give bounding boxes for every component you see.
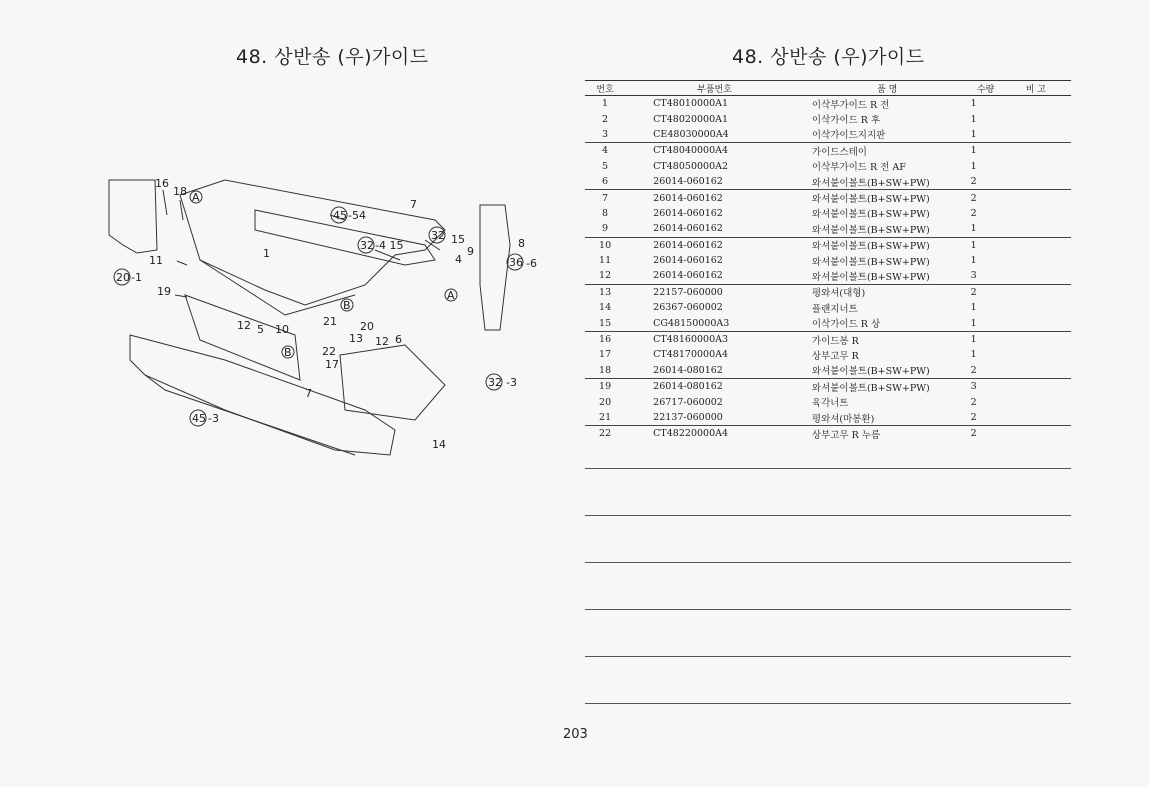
table-row [585,174,1071,190]
cell-part-name: 플랜지너트 [811,303,858,315]
callout-label: 14 [432,438,446,451]
cell-part-name: 평와셔(마봉환) [811,413,875,425]
cell-part-number: 26367-060002 [653,302,723,314]
blank-row-rule [585,468,1071,469]
table-row [585,394,1071,409]
blank-row-rule [585,703,1071,704]
cell-quantity: 1 [970,255,977,267]
cell-part-number: 26014-060162 [653,223,723,235]
cell-part-number: 26717-060002 [653,396,723,408]
cell-part-name: 평와셔(대형) [804,284,971,300]
table-row [585,331,1071,347]
callout-label: -1 [131,271,142,284]
cell-part-number: CT48040000A4 [625,143,804,159]
header-part-number: 부품번호 [625,81,804,96]
cell-part-number: 22137-060000 [653,412,723,423]
callout-label: -4 15 [375,239,404,252]
cell-quantity: 2 [971,426,1001,442]
diagram-panel-middle [185,295,300,380]
cell-number: 3 [602,128,609,140]
cell-part-number: CT48160000A3 [625,331,804,347]
callout-label: 32 [360,239,374,252]
callout-label: 7 [305,387,312,400]
cell-quantity: 1 [970,98,977,110]
cell-part-number: 26014-080162 [653,364,723,376]
callout-label: -54 [348,209,366,222]
cell-quantity: 1 [971,331,1001,347]
cell-part-number: 22157-060000 [625,284,804,300]
cell-part-number: CT48020000A1 [653,113,729,125]
cell-part-name: 가이드봉 R [804,331,971,347]
cell-number: 21 [599,412,612,423]
cell-quantity: 2 [971,190,1001,206]
cell-remarks [1001,111,1071,126]
callout-label: 22 [322,345,336,358]
callout-label: 10 [275,323,289,336]
table-row [585,268,1071,284]
cell-remarks [1001,221,1071,237]
table-row [585,379,1071,395]
cell-part-name: 육각너트 [811,398,849,410]
cell-part-name: 와셔붙이볼트(B+SW+PW) [804,190,971,206]
cell-part-number: 26014-060162 [653,176,723,188]
table-row [585,237,1071,253]
cell-number: 1 [602,98,609,110]
cell-quantity: 2 [971,284,1001,300]
cell-number: 18 [599,364,612,376]
cell-number: 9 [602,223,609,235]
cell-part-name: 이삭가이드지지판 [811,130,886,142]
cell-number: 4 [585,143,625,159]
cell-remarks [1001,379,1071,395]
cell-quantity: 2 [970,412,977,423]
cell-quantity: 1 [971,237,1001,253]
cell-quantity: 3 [970,270,977,282]
cell-remarks [1001,410,1071,426]
diagram-box-right [340,345,445,420]
cell-part-number: CG48150000A3 [653,317,730,329]
callout-label: 32 [488,376,502,389]
cell-remarks [1001,331,1071,347]
cell-number: 2 [602,113,609,125]
callout-label: 19 [157,285,171,298]
table-row [585,96,1071,112]
cell-remarks [1001,96,1071,112]
callout-label: 15 [451,233,465,246]
callout-label: 17 [325,358,339,371]
table-row [585,426,1071,442]
cell-number: 12 [599,270,612,282]
table-row [585,190,1071,206]
callout-label: 11 [149,254,163,267]
diagram-guide-plate-upper [180,180,445,305]
callout-label: 21 [323,315,337,328]
cell-part-number: 26014-080162 [625,379,804,395]
exploded-parts-diagram [105,165,555,470]
cell-part-name: 와셔붙이볼트(B+SW+PW) [811,209,930,221]
cell-remarks [1001,127,1071,143]
callout-label: 9 [467,245,474,258]
callout-label: 7 [410,198,417,211]
header-remarks: 비 고 [1001,81,1071,96]
cell-part-number: 26014-060162 [653,255,723,267]
cell-part-number: CT48220000A4 [625,426,804,442]
cell-part-name: 가이드스테이 [804,143,971,159]
cell-remarks [1001,190,1071,206]
callout-label: 18 [173,185,187,198]
cell-number: 10 [585,237,625,253]
callout-label: 12 [237,319,251,332]
cell-part-name: 와셔붙이볼트(B+SW+PW) [811,256,930,268]
cell-remarks [1001,347,1071,362]
cell-number: 22 [585,426,625,442]
table-header-row [585,81,1071,96]
cell-part-number: CT48010000A1 [653,98,729,110]
table-row [585,347,1071,362]
callout-label: 36 [509,256,523,269]
table-row [585,410,1071,426]
cell-remarks [1001,426,1071,442]
blank-row-rule [585,562,1071,563]
cell-quantity: 2 [970,207,977,219]
cell-number: 15 [599,317,612,329]
callout-label: -6 [526,257,537,270]
blank-row-rule [585,515,1071,516]
diagram-bracket-right [480,205,510,330]
table-row [585,363,1071,379]
page-number: 203 [563,727,588,742]
table-row [585,253,1071,268]
callout-label: -3 [506,376,517,389]
table-title: 48. 상반송 (우)가이드 [732,46,925,68]
callout-label: 16 [155,177,169,190]
callout-label: A [447,289,455,302]
cell-number: 8 [602,207,609,219]
cell-quantity: 2 [970,396,977,408]
cell-part-name: 와셔붙이볼트(B+SW+PW) [811,224,930,236]
cell-quantity: 2 [970,176,977,188]
blank-row-rule [585,656,1071,657]
callout-label: A [192,191,200,204]
cell-quantity: 1 [970,223,977,235]
cell-quantity: 1 [970,302,977,314]
callout-label: 6 [395,333,402,346]
header-quantity: 수량 [971,81,1001,96]
cell-part-number: 26014-060162 [653,207,723,219]
cell-number: 5 [602,160,609,172]
header-number: 번호 [585,81,625,96]
cell-quantity: 1 [970,128,977,140]
callout-label: 20 [360,320,374,333]
blank-row-rule [585,609,1071,610]
cell-remarks [1001,253,1071,268]
cell-number: 7 [585,190,625,206]
cell-part-name: 이삭부가이드 R 전 [811,99,890,111]
cell-number: 6 [602,176,609,188]
table-row [585,315,1071,331]
callout-label: 4 [455,253,462,266]
cell-part-name: 와셔붙이볼트(B+SW+PW) [804,237,971,253]
cell-quantity: 2 [970,364,977,376]
cell-part-number: CT48050000A2 [653,160,729,172]
cell-quantity: 1 [970,160,977,172]
table-row [585,284,1071,300]
callout-label: 1 [263,247,270,260]
callout-label: 20 [116,271,130,284]
parts-table [585,80,1071,442]
callout-label: 45 [333,209,347,222]
callout-label: B [343,299,351,312]
cell-remarks [1001,315,1071,331]
header-part-name: 품 명 [804,81,971,96]
callout-label: 12 [375,335,389,348]
callout-label: 13 [349,332,363,345]
diagram-title: 48. 상반송 (우)가이드 [236,46,429,68]
cell-part-name: 이삭가이드 R 상 [811,319,881,331]
cell-remarks [1001,284,1071,300]
cell-remarks [1001,394,1071,409]
cell-number: 20 [599,396,612,408]
cell-remarks [1001,237,1071,253]
cell-number: 13 [585,284,625,300]
table-row [585,143,1071,159]
table-row [585,159,1071,174]
cell-remarks [1001,268,1071,284]
cell-part-name: 이삭부가이드 R 전 AF [811,162,906,174]
diagram-bracket-left [109,180,157,253]
parts-list [585,80,1071,442]
cell-quantity: 1 [970,113,977,125]
cell-remarks [1001,143,1071,159]
cell-remarks [1001,159,1071,174]
table-row [585,127,1071,143]
cell-quantity: 1 [970,349,977,361]
callout-label: -3 [208,412,219,425]
cell-number: 16 [585,331,625,347]
callout-label: 8 [518,237,525,250]
table-row [585,206,1071,221]
cell-part-name: 상부고무 R [811,350,859,362]
cell-quantity: 1 [970,317,977,329]
callout-label: 45 [192,412,206,425]
cell-part-name: 와셔붙이볼트(B+SW+PW) [804,379,971,395]
diagram-callouts [114,177,537,451]
callout-label: B [284,346,292,359]
cell-part-number: CT48170000A4 [653,349,729,361]
cell-part-name: 이삭가이드 R 후 [811,115,881,127]
cell-part-name: 와셔붙이볼트(B+SW+PW) [811,177,930,189]
cell-part-number: 26014-060162 [625,190,804,206]
cell-number: 14 [599,302,612,314]
table-row [585,221,1071,237]
cell-quantity: 1 [971,143,1001,159]
table-row [585,111,1071,126]
cell-part-number: 26014-060162 [653,270,723,282]
cell-part-number: CE48030000A4 [653,128,729,140]
table-row [585,300,1071,315]
cell-part-name: 와셔붙이볼트(B+SW+PW) [811,271,930,283]
cell-part-name: 와셔붙이볼트(B+SW+PW) [811,366,930,378]
cell-remarks [1001,174,1071,190]
cell-remarks [1001,363,1071,379]
callout-label: 5 [257,323,264,336]
cell-number: 11 [599,255,612,267]
cell-number: 19 [585,379,625,395]
cell-remarks [1001,206,1071,221]
parts-table-body [585,96,1071,442]
cell-quantity: 3 [971,379,1001,395]
cell-remarks [1001,300,1071,315]
callout-label: 32 [431,229,445,242]
cell-part-number: 26014-060162 [625,237,804,253]
cell-part-name: 상부고무 R 누름 [804,426,971,442]
cell-number: 17 [599,349,612,361]
